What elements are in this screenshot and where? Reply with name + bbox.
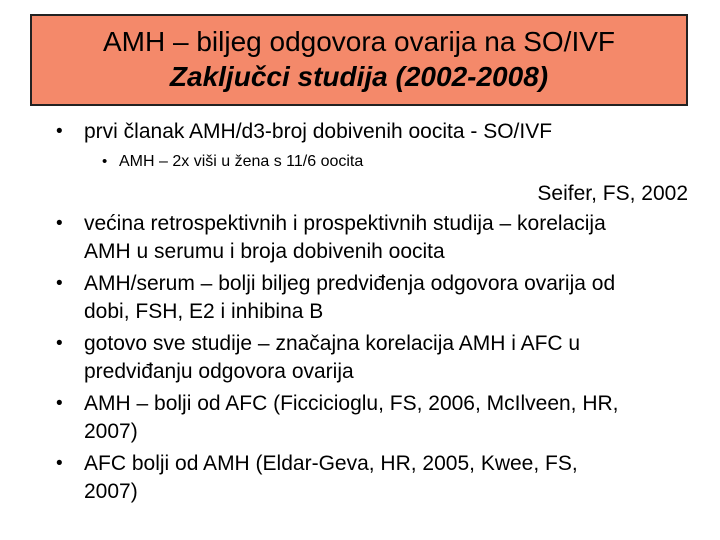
bullet-text-line: 2007)	[84, 420, 138, 443]
sub-bullet-dot-icon: •	[102, 152, 108, 170]
bullet-dot-icon: •	[56, 452, 63, 474]
bullet-dot-icon: •	[56, 272, 63, 294]
bullet-dot-icon: •	[56, 121, 63, 142]
bullet-text-line: AMH – bolji od AFC (Ficcicioglu, FS, 2006, McIlveen, HR,	[84, 391, 619, 415]
bullet-text-line: gotovo sve studije – značajna korelacija AMH i AFC u	[84, 331, 581, 355]
slide-title: AMH – biljeg odgovora ovarija na SO/IVF	[102, 26, 616, 57]
bullet-dot-icon: •	[56, 392, 63, 414]
bullet-text-line: većina retrospektivnih i prospektivnih studija – korelacija	[84, 211, 606, 235]
slide-title-box	[30, 14, 688, 106]
bullet-text-line: dobi, FSH, E2 i inhibina B	[84, 300, 324, 323]
bullet-dot-icon: •	[56, 212, 63, 234]
slide-body	[56, 118, 706, 510]
sub-bullet-item	[102, 150, 706, 174]
bullet-text-line: AFC bolji od AMH (Eldar-Geva, HR, 2005, Kwee, FS,	[84, 451, 578, 475]
sub-bullet-text: AMH – 2x viši u žena s 11/6 oocita	[119, 152, 364, 170]
slide-subtitle: Zaključci studija (2002-2008)	[169, 61, 549, 92]
bullet-item	[56, 118, 706, 147]
bullet-text-line: predviđanju odgovora ovarija	[84, 360, 354, 383]
bullet-item	[56, 210, 706, 267]
bullet-dot-icon: •	[56, 332, 63, 354]
bullet-item	[56, 330, 706, 387]
bullet-text-line: 2007)	[84, 480, 138, 503]
bullet-item	[56, 270, 706, 327]
bullet-item	[56, 450, 706, 507]
bullet-item	[56, 390, 706, 447]
citation: Seifer, FS, 2002	[537, 181, 688, 205]
bullet-text-line: AMH u serumu i broja dobivenih oocita	[84, 240, 445, 263]
bullet-text: prvi članak AMH/d3-broj dobivenih oocita - SO/IVF	[84, 120, 553, 143]
bullet-text-line: AMH/serum – bolji biljeg predviđenja odgovora ovarija od	[84, 271, 616, 295]
